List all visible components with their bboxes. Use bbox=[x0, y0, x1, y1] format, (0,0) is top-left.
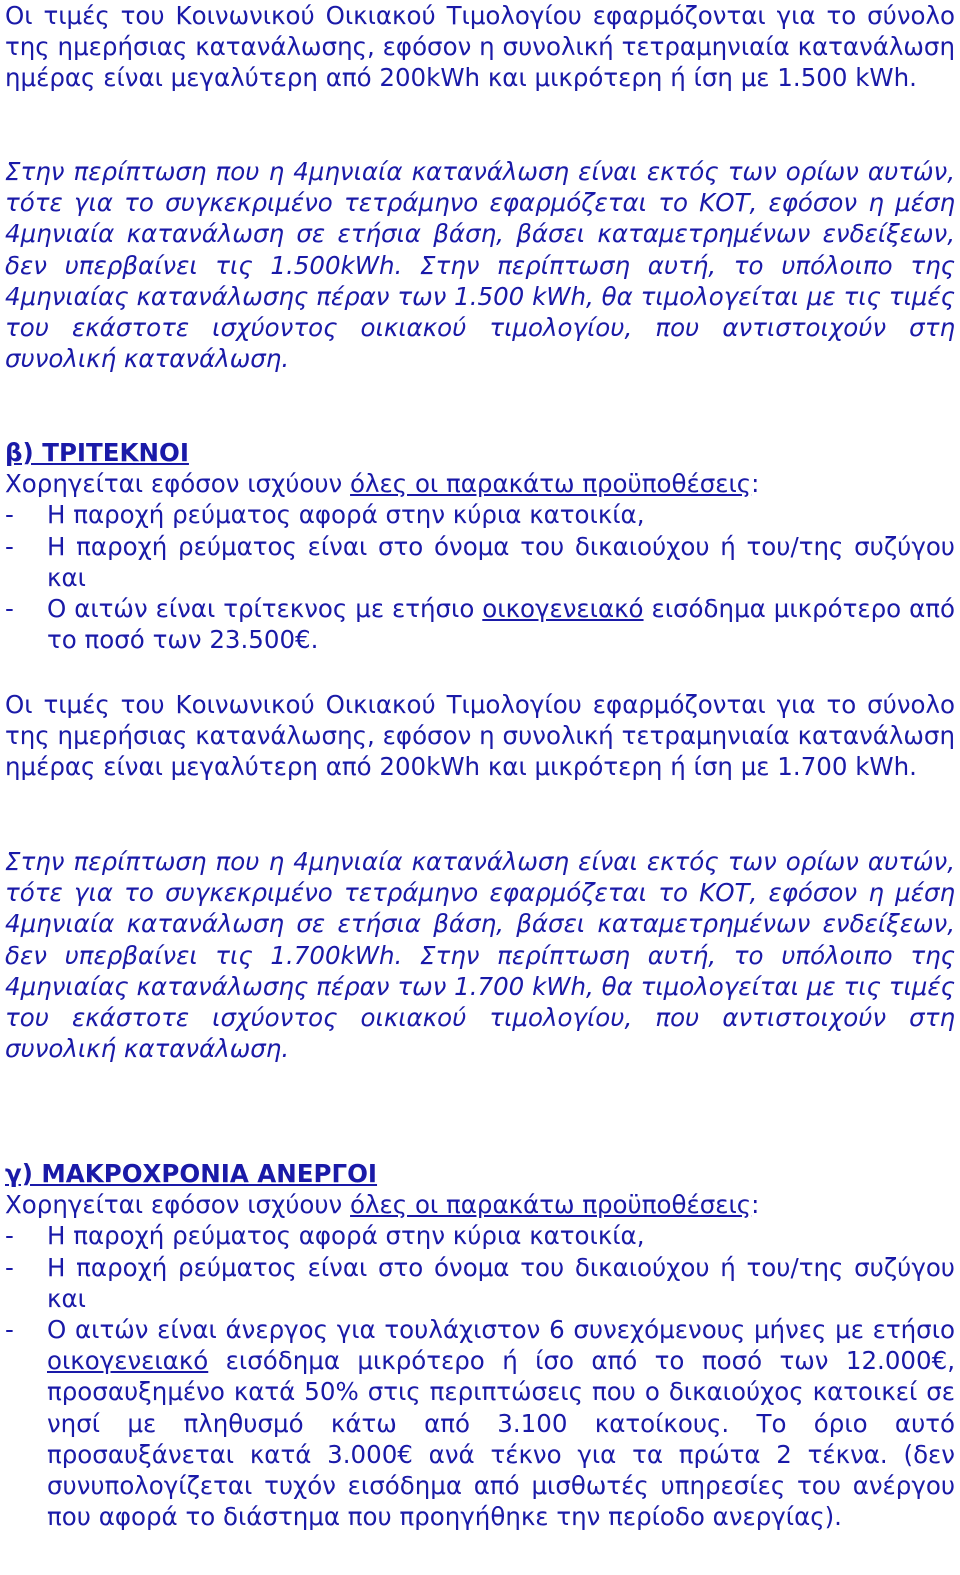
conditions-intro bbox=[5, 1189, 955, 1220]
list-item-text-suffix: εισόδημα μικρότερο από το ποσό των 23.500€. bbox=[47, 594, 955, 655]
list-item bbox=[5, 1314, 955, 1532]
section-tritekni bbox=[5, 437, 955, 655]
list-item-text-prefix: Ο αιτών είναι τρίτεκνος με ετήσιο bbox=[47, 594, 483, 624]
conditions-list bbox=[5, 499, 955, 655]
list-item-text: Η παροχή ρεύματος είναι στο όνομα του δικαιούχου ή του/της συζύγου και bbox=[47, 531, 955, 592]
conditions-intro bbox=[5, 468, 955, 499]
list-item bbox=[5, 531, 955, 593]
conditions-intro-suffix: : bbox=[751, 469, 760, 499]
list-item bbox=[5, 1252, 955, 1314]
list-item-text-suffix: εισόδημα μικρότερο ή ίσο από το ποσό των 12.000€, προσαυξημένο κατά 50% στις περιπτώσεις που ο δικαιούχος κατοικεί σε νησί με πληθυσμό κάτω από 3.100 κατοίκους. Το όριο αυτό προσαυξάνεται κατά 3.000€ ανά τέκνο για τα πρώτα 2 τέκνα. (δεν συνυπολογίζεται τυχόν εισόδημα από μισθωτές υπηρεσίες του ανέργου που αφορά το διάστημα που προηγήθηκε την περίοδο ανεργίας). bbox=[47, 1346, 955, 1532]
family-income-link[interactable]: οικογενειακό bbox=[47, 1346, 209, 1376]
list-dash: - bbox=[5, 500, 14, 530]
section-heading-tritekni: β) ΤΡΙΤΕΚΝΟΙ bbox=[5, 438, 189, 467]
list-dash: - bbox=[5, 1221, 14, 1251]
conditions-intro-prefix: Χορηγείται εφόσον ισχύουν bbox=[5, 1190, 351, 1220]
conditions-intro-prefix: Χορηγείται εφόσον ισχύουν bbox=[5, 469, 351, 499]
list-item-text: Η παροχή ρεύματος είναι στο όνομα του δικαιούχου ή του/της συζύγου και bbox=[47, 1252, 955, 1313]
list-dash: - bbox=[5, 531, 14, 561]
paragraph-social-tariff-limits-1700: Οι τιμές του Κοινωνικού Οικιακού Τιμολογίου εφαρμόζονται για το σύνολο της ημερήσιας κατανάλωσης, εφόσον η συνολική τετραμηνιαία κατανάλωση ημέρας είναι μεγαλύτερη από 200kWh και μικρότερη ή ίση με 1.700 kWh. bbox=[5, 690, 955, 782]
conditions-link[interactable]: όλες οι παρακάτω προϋποθέσεις bbox=[350, 469, 752, 499]
list-item-text-prefix: Ο αιτών είναι άνεργος για τουλάχιστον 6 συνεχόμενους μήνες με ετήσιο bbox=[47, 1315, 955, 1345]
conditions-list bbox=[5, 1220, 955, 1532]
section-heading-unemployed: γ) ΜΑΚΡΟΧΡΟΝΙΑ ΑΝΕΡΓΟΙ bbox=[5, 1159, 378, 1188]
conditions-intro-suffix: : bbox=[751, 1190, 760, 1220]
list-item-text: Η παροχή ρεύματος αφορά στην κύρια κατοικία, bbox=[47, 500, 645, 530]
list-item bbox=[5, 499, 955, 530]
paragraph-social-tariff-limits-1500: Οι τιμές του Κοινωνικού Οικιακού Τιμολογίου εφαρμόζονται για το σύνολο της ημερήσιας κατανάλωσης, εφόσον η συνολική τετραμηνιαία κατανάλωση ημέρας είναι μεγαλύτερη από 200kWh και μικρότερη ή ίση με 1.500 kWh. bbox=[5, 1, 955, 93]
list-item bbox=[5, 593, 955, 655]
list-item bbox=[5, 1220, 955, 1251]
section-long-term-unemployed bbox=[5, 1158, 955, 1532]
paragraph-exception-1700: Στην περίπτωση που η 4μηνιαία κατανάλωση είναι εκτός των ορίων αυτών, τότε για το συγκεκριμένο τετράμηνο εφαρμόζεται το ΚΟΤ, εφόσον η μέση 4μηνιαία κατανάλωση σε ετήσια βάση, βάσει καταμετρημένων ενδείξεων, δεν υπερβαίνει τις 1.700kWh. Στην περίπτωση αυτή, το υπόλοιπο της 4μηνιαίας κατανάλωσης πέραν των 1.700 kWh, θα τιμολογείται με τις τιμές του εκάστοτε ισχύοντος οικιακού τιμολογίου, που αντιστοιχούν στη συνολική κατανάλωση. bbox=[5, 847, 955, 1064]
list-dash: - bbox=[5, 1252, 14, 1282]
list-dash: - bbox=[5, 594, 14, 624]
family-income-link[interactable]: οικογενειακό bbox=[482, 594, 644, 624]
conditions-link[interactable]: όλες οι παρακάτω προϋποθέσεις bbox=[350, 1190, 752, 1220]
paragraph-exception-1500: Στην περίπτωση που η 4μηνιαία κατανάλωση είναι εκτός των ορίων αυτών, τότε για το συγκεκριμένο τετράμηνο εφαρμόζεται το ΚΟΤ, εφόσον η μέση 4μηνιαία κατανάλωση σε ετήσια βάση, βάσει καταμετρημένων ενδείξεων, δεν υπερβαίνει τις 1.500kWh. Στην περίπτωση αυτή, το υπόλοιπο της 4μηνιαίας κατανάλωσης πέραν των 1.500 kWh, θα τιμολογείται με τις τιμές του εκάστοτε ισχύοντος οικιακού τιμολογίου, που αντιστοιχούν στη συνολική κατανάλωση. bbox=[5, 157, 955, 374]
list-item-text: Η παροχή ρεύματος αφορά στην κύρια κατοικία, bbox=[47, 1221, 645, 1251]
list-dash: - bbox=[5, 1315, 14, 1345]
